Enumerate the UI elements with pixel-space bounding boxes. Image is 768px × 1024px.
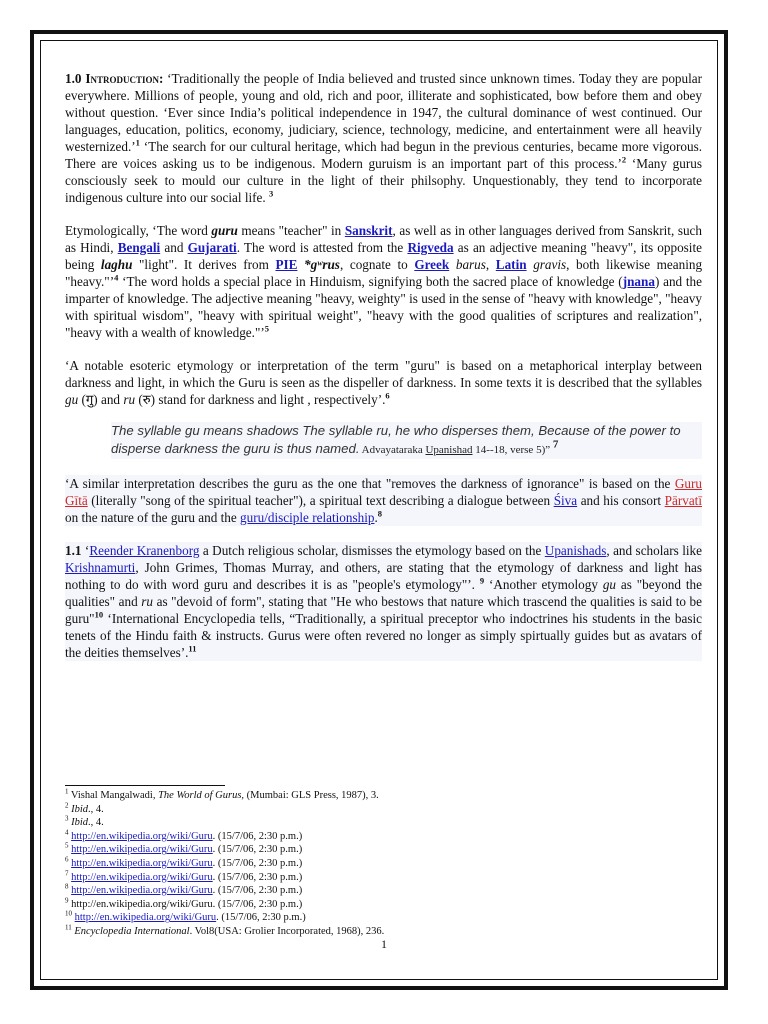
footnote-number: 3: [65, 814, 69, 823]
footnote: [65, 830, 695, 844]
link-upanishads[interactable]: Upanishads: [544, 543, 607, 558]
text: ‘International Encyclopedia tells, “Traditionally, a spiritual preceptor who indoctrines his students in the basic tenets of the Hindu faith & instructs. Gurus were often revered no longer as simply spirtually guides but as avatars of the deities themselves’.: [65, 611, 702, 660]
text: .: [374, 510, 378, 525]
term-ru: ru: [141, 594, 154, 609]
intro-text-a: ‘Traditionally the people of India believed and trusted since unknown times. Today they are popular everywhere. Millions of people, young and old, rich and poor, illiterate and sophisticated, bow before them and obey without question. ‘Ever since India’s political independence in 1947, the cultural dominance of west continued. Our languages, education, politics, economy, judiciary, science, technology, medicine, and entertainment were all heavily westernized.’: [65, 71, 703, 154]
text: ‘Another etymology: [484, 577, 603, 592]
document-body: [65, 70, 702, 677]
quote-source-ref: 14--18, verse 5)”: [472, 444, 553, 456]
footnote-number: 2: [65, 801, 69, 810]
text: and his consort: [577, 493, 665, 508]
footnote-ref[interactable]: 2: [621, 154, 627, 165]
footnote: [65, 816, 695, 830]
link-rigveda[interactable]: Rigveda: [407, 240, 454, 255]
similar-paragraph: [65, 475, 702, 526]
footnote: [65, 871, 695, 885]
text: , as well as in other languages derived from Sanskrit, such as Hindi,: [65, 223, 702, 255]
quote-source: Advayataraka: [359, 444, 426, 456]
footnote-link[interactable]: http://en.wikipedia.org/wiki/Guru: [74, 912, 217, 924]
text: means "teacher" in: [237, 223, 345, 238]
text: ) and the imparter of knowledge. The adjective meaning "heavy, weighty" is used in the sense of "heavy with knowledge", "heavy with spiritual wisdom", "heavy with spiritual weight", "heavy with the good qualities of scriptures and realization", "heavy with a wealth of knowledge."’: [65, 274, 702, 340]
footnote-link[interactable]: http://en.wikipedia.org/wiki/Guru: [71, 857, 213, 869]
text: as an adjective meaning "heavy", its opposite being: [65, 240, 702, 272]
term-laghu: laghu: [100, 257, 133, 272]
text: (Mumbai: GLS Press, 1987), 3.: [244, 790, 379, 801]
esoteric-paragraph: [65, 357, 702, 408]
section-1-1-paragraph: [65, 542, 702, 661]
footnote-ref[interactable]: 11: [188, 643, 197, 654]
text: Vishal Mangalwadi,: [68, 790, 159, 801]
text: Ibid: [71, 803, 89, 815]
text: "light". It derives from: [132, 257, 276, 272]
footnote-ref[interactable]: 1: [135, 137, 140, 148]
footnote-number: 5: [65, 841, 69, 850]
term-guru: guru: [211, 223, 238, 238]
footnote-ref[interactable]: 5: [264, 323, 269, 334]
footnote-number: 7: [65, 869, 69, 878]
text: , cognate to: [339, 257, 415, 272]
footnote-number: 9: [65, 896, 69, 905]
text: (literally "song of the spiritual teacher"), a spiritual text describing a dialogue between: [87, 493, 554, 508]
text: . (15/7/06, 2:30 p.m.): [212, 830, 303, 842]
link-shiva[interactable]: Śiva: [553, 493, 578, 508]
text: ., 4.: [88, 803, 104, 815]
footnote-link[interactable]: http://en.wikipedia.org/wiki/Guru: [71, 885, 213, 897]
footnote: [65, 911, 695, 925]
link-jnana[interactable]: jnana: [622, 274, 655, 289]
link-upanishad[interactable]: Upanishad: [425, 444, 473, 456]
text: (गु) and: [78, 392, 124, 407]
block-quote: [111, 422, 702, 459]
text: Ibid: [71, 817, 89, 829]
text: ‘A notable esoteric etymology or interpretation of the term "guru" is based on a metaphorical interplay between darkness and light, in which the Guru is seen as the dispeller of darkness. In some texts it is described that the syllables: [65, 358, 702, 390]
text: . (15/7/06, 2:30 p.m.): [216, 912, 306, 924]
footnote-number: 4: [65, 828, 69, 837]
text: on the nature of the guru and the: [65, 510, 241, 525]
footnote-number: 8: [65, 882, 69, 891]
term-gu: gu: [65, 392, 79, 407]
text: ‘A similar interpretation describes the guru as the one that "removes the darkness of ignorance" is based on the: [65, 476, 675, 491]
footnote-number: 10: [65, 909, 72, 918]
text: , John Grimes, Thomas Murray, and others, are stating that the etymology of darkness and light has nothing to do with word guru and describes it is as "people's etymology"’.: [65, 560, 702, 592]
text: ‘: [81, 543, 90, 558]
text: . (15/7/06, 2:30 p.m.): [212, 857, 303, 869]
link-sanskrit[interactable]: Sanskrit: [344, 223, 393, 238]
etymology-paragraph: [65, 222, 702, 341]
link-guru-disciple[interactable]: guru/disciple relationship: [240, 510, 375, 525]
text: [449, 257, 456, 272]
footnote: [65, 884, 695, 898]
book-title: The World of Gurus,: [158, 790, 245, 801]
link-greek[interactable]: Greek: [414, 257, 450, 272]
section-number: 1.0: [65, 71, 82, 86]
footnote-ref[interactable]: 9: [479, 575, 485, 586]
section-heading: Introduction:: [85, 71, 164, 86]
page-number: 1: [381, 937, 387, 951]
footnote-number: 11: [65, 923, 72, 932]
intro-text-b: ‘The search for our cultural heritage, which had begun in the previous centuries, became more vigorous. There are voices asking us to be indigenous. Modern guruism is an important part of this process.’: [65, 139, 702, 171]
text: a Dutch religious scholar, dismisses the etymology based on the: [199, 543, 545, 558]
footnote-divider: [65, 785, 225, 786]
footnote-link[interactable]: http://en.wikipedia.org/wiki/Guru: [71, 844, 213, 856]
text: . The word is attested from the: [236, 240, 408, 255]
text: . (15/7/06, 2:30 p.m.): [212, 898, 303, 910]
intro-text-c: ‘Many gurus consciously seek to mould our culture in the light of their philsophy. Unquestionably, they tend to incorporate indigenous culture into our social life.: [65, 156, 702, 205]
footnote: [65, 898, 695, 912]
link-guru-gita[interactable]: Guru Gītā: [65, 476, 702, 508]
link-latin[interactable]: Latin: [495, 257, 527, 272]
text: ., 4.: [88, 817, 104, 829]
term-gravis: gravis: [533, 257, 567, 272]
text: http://en.wikipedia.org/wiki/Guru: [71, 898, 213, 910]
text: . (15/7/06, 2:30 p.m.): [212, 871, 303, 883]
link-kranenborg[interactable]: Reender Kranenborg: [89, 543, 200, 558]
text: Etymologically, ‘The word: [65, 223, 212, 238]
text: , and scholars like: [606, 543, 702, 558]
link-gujarati[interactable]: Gujarati: [187, 240, 237, 255]
footnote: [65, 789, 695, 803]
term-ru: ru: [123, 392, 136, 407]
text: as "beyond the qualities" and: [65, 577, 702, 609]
text: . Vol8(USA: Grolier Incorporated, 1968), 236.: [189, 925, 385, 937]
section-number: 1.1: [65, 543, 82, 558]
footnote-number: 1: [65, 787, 69, 796]
term-barus: barus: [455, 257, 486, 272]
text: , both likewise meaning "heavy."’: [65, 257, 703, 289]
quote-text: The syllable gu means shadows The syllable ru, he who disperses them, Because of the power to disperse darkness the guru is thus named.: [111, 423, 681, 456]
footnote-ref[interactable]: 3: [269, 188, 274, 199]
book-title: Encyclopedia International: [74, 925, 190, 937]
text: and: [160, 240, 188, 255]
footnote-number: 6: [65, 855, 69, 864]
term-gu: gu: [602, 577, 616, 592]
footnote-link[interactable]: http://en.wikipedia.org/wiki/Guru: [71, 871, 213, 883]
text: . (15/7/06, 2:30 p.m.): [212, 844, 303, 856]
footnote-ref[interactable]: 4: [114, 272, 119, 283]
footnote-link[interactable]: http://en.wikipedia.org/wiki/Guru: [71, 830, 213, 842]
link-pie[interactable]: PIE: [275, 257, 298, 272]
term-grus: *gʷrus: [304, 257, 340, 272]
footnote-ref[interactable]: 7: [552, 438, 559, 451]
footnote: [65, 803, 695, 817]
footnotes: [65, 789, 695, 939]
text: (रु) stand for darkness and light , respectively’.: [135, 392, 386, 407]
link-krishnamurti[interactable]: Krishnamurti: [65, 560, 136, 575]
intro-paragraph: [65, 70, 702, 206]
footnote-ref[interactable]: 6: [385, 390, 390, 401]
link-bengali[interactable]: Bengali: [117, 240, 161, 255]
text: ‘The word holds a special place in Hinduism, signifying both the sacred place of knowledge (: [118, 274, 623, 289]
text: ,: [485, 257, 496, 272]
link-parvati[interactable]: Pārvatī: [664, 493, 702, 508]
text: . (15/7/06, 2:30 p.m.): [212, 885, 303, 897]
text: as "devoid of form", stating that "He who bestows that nature which trascend the qualities is said to be guru": [65, 594, 702, 626]
footnote: [65, 857, 695, 871]
footnote-ref[interactable]: 10: [94, 609, 104, 620]
footnote: [65, 843, 695, 857]
footnote-ref[interactable]: 8: [377, 508, 383, 519]
